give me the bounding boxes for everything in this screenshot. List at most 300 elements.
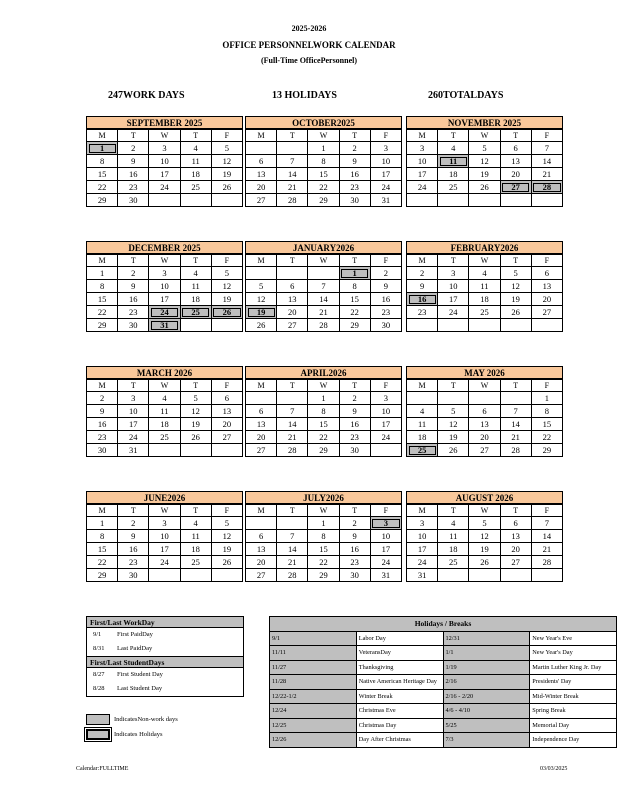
month-calendar: [245, 116, 402, 207]
day-cell: 31: [149, 319, 180, 332]
weekday-header: F: [370, 255, 401, 267]
day-cell: [469, 194, 500, 207]
weekday-header: M: [407, 380, 438, 392]
day-cell: 12: [500, 280, 531, 293]
day-cell: 23: [118, 181, 149, 194]
day-cell: 8: [308, 155, 339, 168]
day-cell: 7: [531, 142, 562, 155]
day-cell: 24: [149, 306, 180, 319]
day-cell: 3: [149, 267, 180, 280]
work-days-stat: 247WORK DAYS: [108, 90, 185, 101]
month-title: SEPTEMBER 2025: [86, 116, 243, 129]
month-title: JANUARY2026: [245, 241, 402, 254]
weekday-header: M: [407, 255, 438, 267]
holiday-name: Martin Luther King Jr. Day: [530, 660, 617, 675]
holiday-date: 2/16: [443, 675, 530, 690]
day-cell: 17: [149, 293, 180, 306]
weekday-header: T: [118, 255, 149, 267]
day-cell: 25: [438, 181, 469, 194]
day-cell: 6: [246, 530, 277, 543]
day-cell: 9: [339, 405, 370, 418]
weekday-header: T: [277, 130, 308, 142]
weekday-header: M: [246, 255, 277, 267]
day-cell: 18: [180, 168, 211, 181]
day-cell: 8: [308, 530, 339, 543]
day-cell: 22: [339, 306, 370, 319]
day-cell: 27: [277, 319, 308, 332]
day-cell: [531, 194, 562, 207]
day-cell: 9: [118, 530, 149, 543]
day-cell: 10: [149, 155, 180, 168]
day-cell: 22: [531, 431, 562, 444]
month-calendar: [406, 491, 563, 582]
day-cell: 12: [469, 530, 500, 543]
day-cell: 1: [531, 392, 562, 405]
day-cell: 16: [407, 293, 438, 306]
day-cell: 5: [211, 142, 242, 155]
day-cell: 13: [246, 168, 277, 181]
list-item: 8/28 Last Student Day: [86, 682, 244, 697]
day-cell: 1: [339, 267, 370, 280]
day-cell: 21: [531, 543, 562, 556]
holiday-date: 9/1: [270, 631, 357, 646]
day-cell: 12: [469, 155, 500, 168]
day-cell: 14: [277, 168, 308, 181]
day-cell: 26: [211, 306, 242, 319]
holiday-name: Christmas Day: [356, 718, 443, 733]
day-cell: 19: [469, 543, 500, 556]
day-cell: 15: [308, 543, 339, 556]
day-cell: 16: [118, 543, 149, 556]
day-cell: 14: [531, 155, 562, 168]
day-cell: 7: [500, 405, 531, 418]
weekday-header: M: [246, 505, 277, 517]
weekday-header: F: [211, 380, 242, 392]
day-cell: 3: [407, 142, 438, 155]
day-cell: [438, 392, 469, 405]
day-cell: 18: [438, 543, 469, 556]
day-cell: 23: [407, 306, 438, 319]
day-cell: 17: [370, 543, 401, 556]
day-cell: [438, 194, 469, 207]
day-cell: 15: [87, 293, 118, 306]
holiday-date: 2/16 - 2/20: [443, 689, 530, 704]
day-cell: 27: [246, 444, 277, 457]
table-row: [270, 646, 617, 661]
day-cell: 22: [308, 181, 339, 194]
day-cell: 19: [211, 543, 242, 556]
day-cell: 24: [370, 431, 401, 444]
weekday-header: T: [277, 380, 308, 392]
day-cell: 3: [438, 267, 469, 280]
day-cell: 23: [370, 306, 401, 319]
weekday-header: M: [87, 130, 118, 142]
day-cell: 9: [118, 280, 149, 293]
weekday-header: M: [246, 380, 277, 392]
table-row: [270, 689, 617, 704]
day-cell: 5: [211, 267, 242, 280]
weekday-header: W: [308, 130, 339, 142]
day-cell: [180, 194, 211, 207]
weekday-header: F: [531, 505, 562, 517]
day-cell: 7: [277, 155, 308, 168]
day-cell: 13: [246, 543, 277, 556]
day-cell: 23: [118, 306, 149, 319]
day-cell: 21: [277, 431, 308, 444]
month-title: FEBRUARY2026: [406, 241, 563, 254]
day-cell: 2: [339, 517, 370, 530]
month-title: DECEMBER 2025: [86, 241, 243, 254]
day-cell: 27: [211, 431, 242, 444]
weekday-header: F: [370, 505, 401, 517]
day-cell: 16: [339, 543, 370, 556]
day-cell: 3: [149, 142, 180, 155]
day-cell: 30: [118, 319, 149, 332]
day-cell: 11: [438, 530, 469, 543]
day-cell: 10: [118, 405, 149, 418]
day-cell: 24: [407, 556, 438, 569]
month-title: JUNE2026: [86, 491, 243, 504]
day-cell: 9: [87, 405, 118, 418]
day-cell: 27: [469, 444, 500, 457]
weekday-header: T: [500, 505, 531, 517]
month-calendar: [86, 491, 243, 582]
day-cell: 7: [277, 530, 308, 543]
weekday-header: T: [339, 505, 370, 517]
day-cell: 18: [469, 293, 500, 306]
day-cell: 18: [438, 168, 469, 181]
month-title: MAY 2026: [406, 366, 563, 379]
calendar-title: OFFICE PERSONNELWORK CALENDAR: [222, 40, 396, 50]
holiday-name: New Year's Day: [530, 646, 617, 661]
day-cell: 2: [339, 392, 370, 405]
weekday-header: T: [500, 255, 531, 267]
month-calendar: [406, 366, 563, 457]
table-row: [270, 718, 617, 733]
day-cell: 18: [149, 418, 180, 431]
day-cell: 14: [277, 543, 308, 556]
day-cell: 10: [407, 155, 438, 168]
day-cell: 24: [149, 556, 180, 569]
day-cell: 16: [339, 168, 370, 181]
weekday-header: F: [531, 255, 562, 267]
weekday-header: T: [277, 255, 308, 267]
day-cell: 21: [531, 168, 562, 181]
month-calendar: [245, 366, 402, 457]
month-calendar: [86, 366, 243, 457]
day-cell: [407, 392, 438, 405]
holidays-breaks-title: Holidays / Breaks: [270, 617, 617, 632]
weekday-header: T: [180, 505, 211, 517]
day-cell: 2: [118, 517, 149, 530]
day-cell: [308, 267, 339, 280]
day-cell: 12: [211, 155, 242, 168]
holiday-name: Spring Break: [530, 704, 617, 719]
day-cell: 5: [180, 392, 211, 405]
day-cell: [500, 392, 531, 405]
day-cell: 30: [118, 194, 149, 207]
day-cell: [149, 444, 180, 457]
weekday-header: F: [531, 130, 562, 142]
day-cell: 13: [469, 418, 500, 431]
holiday-date: 12/24: [270, 704, 357, 719]
holiday-date: 11/11: [270, 646, 357, 661]
day-cell: 3: [370, 392, 401, 405]
day-cell: [370, 444, 401, 457]
day-cell: 4: [180, 517, 211, 530]
day-cell: [531, 319, 562, 332]
day-cell: 9: [370, 280, 401, 293]
holiday-date: 4/6 - 4/10: [443, 704, 530, 719]
day-cell: 30: [87, 444, 118, 457]
day-cell: 2: [118, 142, 149, 155]
day-cell: 20: [500, 168, 531, 181]
day-cell: 29: [308, 194, 339, 207]
weekday-header: W: [308, 380, 339, 392]
list-item: 9/1 First PaidDay: [86, 628, 244, 642]
day-cell: 13: [246, 418, 277, 431]
day-cell: 26: [469, 181, 500, 194]
day-cell: 10: [149, 530, 180, 543]
day-cell: 1: [308, 142, 339, 155]
weekday-header: W: [469, 505, 500, 517]
day-cell: 28: [531, 556, 562, 569]
day-cell: [500, 569, 531, 582]
day-cell: 15: [308, 418, 339, 431]
day-cell: 30: [339, 444, 370, 457]
day-cell: [407, 319, 438, 332]
weekday-header: W: [149, 255, 180, 267]
day-cell: 1: [308, 392, 339, 405]
day-cell: 24: [370, 181, 401, 194]
day-cell: 6: [531, 267, 562, 280]
day-cell: 27: [500, 556, 531, 569]
day-cell: 20: [246, 431, 277, 444]
holiday-date: 12/22-1/2: [270, 689, 357, 704]
day-cell: 19: [246, 306, 277, 319]
day-cell: 4: [438, 142, 469, 155]
day-cell: [211, 569, 242, 582]
day-cell: 11: [149, 405, 180, 418]
day-cell: 16: [118, 168, 149, 181]
day-cell: 13: [211, 405, 242, 418]
day-cell: 21: [500, 431, 531, 444]
holidays-breaks-panel: [269, 616, 617, 748]
day-cell: 17: [149, 543, 180, 556]
footer-date: 03/03/2025: [540, 766, 568, 772]
day-cell: 22: [87, 306, 118, 319]
day-cell: 23: [339, 431, 370, 444]
day-cell: 25: [438, 556, 469, 569]
day-cell: 19: [211, 293, 242, 306]
holiday-date: 1/19: [443, 660, 530, 675]
day-cell: 15: [531, 418, 562, 431]
day-cell: 17: [407, 168, 438, 181]
day-cell: 12: [180, 405, 211, 418]
day-cell: 20: [211, 418, 242, 431]
month-calendar: [86, 241, 243, 332]
month-calendar: [86, 116, 243, 207]
day-cell: [277, 392, 308, 405]
day-cell: 9: [339, 530, 370, 543]
day-cell: [407, 194, 438, 207]
day-cell: 31: [370, 194, 401, 207]
weekday-header: W: [469, 255, 500, 267]
day-cell: 21: [308, 306, 339, 319]
weekday-header: T: [500, 130, 531, 142]
day-cell: [149, 569, 180, 582]
day-cell: 10: [438, 280, 469, 293]
day-cell: 25: [149, 431, 180, 444]
holiday-date: 5/25: [443, 718, 530, 733]
table-row: [270, 675, 617, 690]
day-cell: 10: [370, 405, 401, 418]
day-cell: 12: [211, 280, 242, 293]
weekday-header: T: [339, 130, 370, 142]
weekday-header: T: [500, 380, 531, 392]
day-cell: 24: [149, 181, 180, 194]
day-cell: 11: [469, 280, 500, 293]
day-cell: 22: [308, 556, 339, 569]
day-cell: 2: [370, 267, 401, 280]
day-cell: 15: [87, 168, 118, 181]
weekday-header: F: [211, 505, 242, 517]
weekday-header: M: [407, 130, 438, 142]
weekday-header: M: [87, 505, 118, 517]
day-cell: 20: [531, 293, 562, 306]
weekday-header: W: [469, 130, 500, 142]
day-cell: 8: [339, 280, 370, 293]
day-cell: 27: [246, 569, 277, 582]
month-calendar: [406, 116, 563, 207]
day-cell: 2: [339, 142, 370, 155]
day-cell: [438, 569, 469, 582]
day-cell: 25: [407, 444, 438, 457]
day-cell: [246, 517, 277, 530]
day-cell: 11: [180, 530, 211, 543]
day-cell: 6: [211, 392, 242, 405]
day-cell: 18: [407, 431, 438, 444]
day-cell: 3: [370, 142, 401, 155]
day-cell: 20: [469, 431, 500, 444]
weekday-header: F: [211, 130, 242, 142]
day-cell: 8: [308, 405, 339, 418]
day-cell: [246, 267, 277, 280]
month-title: JULY2026: [245, 491, 402, 504]
day-cell: 1: [87, 517, 118, 530]
day-cell: 25: [180, 556, 211, 569]
table-row: [270, 733, 617, 748]
first-last-student-title: First/Last StudentDays: [86, 656, 244, 668]
list-item: 8/31 Last PaidDay: [86, 642, 244, 656]
day-cell: 9: [118, 155, 149, 168]
day-cell: [277, 142, 308, 155]
day-cell: 18: [180, 543, 211, 556]
day-cell: [246, 392, 277, 405]
day-cell: 21: [277, 556, 308, 569]
table-row: [270, 704, 617, 719]
day-cell: 30: [370, 319, 401, 332]
weekday-header: M: [246, 130, 277, 142]
day-cell: [469, 319, 500, 332]
day-cell: 25: [180, 181, 211, 194]
day-cell: 11: [180, 155, 211, 168]
day-cell: 21: [277, 181, 308, 194]
day-cell: 9: [407, 280, 438, 293]
day-cell: 18: [180, 293, 211, 306]
weekday-header: M: [87, 255, 118, 267]
day-cell: 23: [87, 431, 118, 444]
day-cell: 13: [500, 530, 531, 543]
day-cell: 16: [370, 293, 401, 306]
day-cell: [500, 319, 531, 332]
day-cell: 2: [407, 267, 438, 280]
day-cell: 17: [407, 543, 438, 556]
day-cell: 29: [87, 569, 118, 582]
day-cell: 4: [180, 142, 211, 155]
day-cell: 29: [531, 444, 562, 457]
day-cell: 11: [180, 280, 211, 293]
day-cell: [180, 569, 211, 582]
day-cell: 14: [277, 418, 308, 431]
nonwork-swatch: [86, 714, 110, 725]
day-cell: 22: [87, 556, 118, 569]
day-cell: 26: [469, 556, 500, 569]
month-title: NOVEMBER 2025: [406, 116, 563, 129]
day-cell: 31: [407, 569, 438, 582]
weekday-header: T: [180, 130, 211, 142]
day-cell: 19: [438, 431, 469, 444]
day-cell: 12: [246, 293, 277, 306]
weekday-header: T: [277, 505, 308, 517]
day-cell: 8: [87, 155, 118, 168]
day-cell: 7: [277, 405, 308, 418]
day-cell: 4: [407, 405, 438, 418]
holiday-date: 12/31: [443, 631, 530, 646]
day-cell: 12: [438, 418, 469, 431]
day-cell: 17: [118, 418, 149, 431]
day-cell: 12: [211, 530, 242, 543]
holiday-name: VeteransDay: [356, 646, 443, 661]
day-cell: 17: [370, 418, 401, 431]
day-cell: 11: [438, 155, 469, 168]
total-days-stat: 260TOTALDAYS: [428, 90, 504, 101]
day-cell: 13: [277, 293, 308, 306]
holiday-name: Presidents' Day: [530, 675, 617, 690]
day-cell: 26: [180, 431, 211, 444]
day-cell: 25: [469, 306, 500, 319]
holiday-name: Independence Day: [530, 733, 617, 748]
day-cell: 24: [438, 306, 469, 319]
day-cell: 7: [308, 280, 339, 293]
day-cell: 25: [180, 306, 211, 319]
month-title: AUGUST 2026: [406, 491, 563, 504]
day-cell: 26: [211, 181, 242, 194]
day-cell: 28: [531, 181, 562, 194]
day-cell: 8: [531, 405, 562, 418]
first-last-work-title: First/Last WorkDay: [86, 616, 244, 628]
weekday-header: T: [339, 380, 370, 392]
day-cell: 11: [407, 418, 438, 431]
day-cell: 28: [277, 569, 308, 582]
day-cell: 14: [531, 530, 562, 543]
holiday-name: Mid-Winter Break: [530, 689, 617, 704]
weekday-header: T: [118, 505, 149, 517]
day-cell: 6: [277, 280, 308, 293]
weekday-header: T: [180, 380, 211, 392]
day-cell: [180, 319, 211, 332]
holiday-name: Winter Break: [356, 689, 443, 704]
